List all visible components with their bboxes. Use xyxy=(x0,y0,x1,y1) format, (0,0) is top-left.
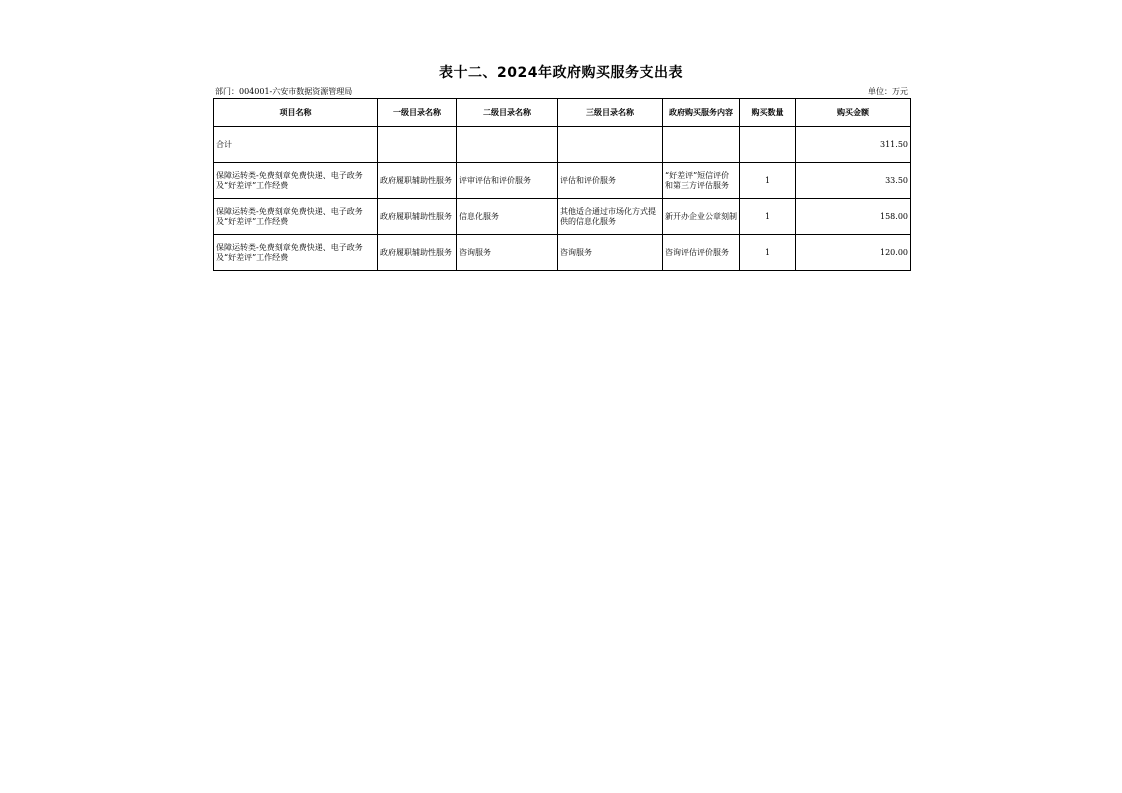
table-total-row xyxy=(214,127,911,163)
unit-label: 单位：万元 xyxy=(868,87,908,96)
table-row xyxy=(214,199,911,235)
header-quantity: 购买数量 xyxy=(740,99,796,127)
purchase-service-table xyxy=(213,98,911,271)
cell-level2: 咨询服务 xyxy=(457,235,558,271)
cell-project: 保障运转类-免费刻章免费快递、电子政务及“好差评”工作经费 xyxy=(214,235,378,271)
table-header-row xyxy=(214,99,911,127)
cell-level1: 政府履职辅助性服务 xyxy=(378,163,457,199)
table-row xyxy=(214,163,911,199)
header-content: 政府购买服务内容 xyxy=(663,99,740,127)
header-level2: 二级目录名称 xyxy=(457,99,558,127)
header-level3: 三级目录名称 xyxy=(558,99,663,127)
total-amount: 311.50 xyxy=(796,127,911,163)
cell-level3: 咨询服务 xyxy=(558,235,663,271)
cell-amount: 120.00 xyxy=(796,235,911,271)
table-row xyxy=(214,235,911,271)
total-quantity xyxy=(740,127,796,163)
total-level2 xyxy=(457,127,558,163)
total-level3 xyxy=(558,127,663,163)
cell-amount: 158.00 xyxy=(796,199,911,235)
total-content xyxy=(663,127,740,163)
cell-content: “好差评”短信评价和第三方评估服务 xyxy=(663,163,740,199)
department-label: 部门：004001-六安市数据资源管理局 xyxy=(215,87,353,96)
page-title: 表十二、2024年政府购买服务支出表 xyxy=(439,65,683,81)
total-label: 合计 xyxy=(214,127,378,163)
cell-quantity: 1 xyxy=(740,163,796,199)
cell-quantity: 1 xyxy=(740,235,796,271)
header-project-name: 项目名称 xyxy=(214,99,378,127)
header-level1: 一级目录名称 xyxy=(378,99,457,127)
cell-level1: 政府履职辅助性服务 xyxy=(378,199,457,235)
cell-level3: 评估和评价服务 xyxy=(558,163,663,199)
header-amount: 购买金额 xyxy=(796,99,911,127)
cell-project: 保障运转类-免费刻章免费快递、电子政务及“好差评”工作经费 xyxy=(214,199,378,235)
cell-level2: 信息化服务 xyxy=(457,199,558,235)
cell-amount: 33.50 xyxy=(796,163,911,199)
cell-quantity: 1 xyxy=(740,199,796,235)
cell-project: 保障运转类-免费刻章免费快递、电子政务及“好差评”工作经费 xyxy=(214,163,378,199)
cell-content: 新开办企业公章刻制 xyxy=(663,199,740,235)
cell-level2: 评审评估和评价服务 xyxy=(457,163,558,199)
cell-level3: 其他适合通过市场化方式提供的信息化服务 xyxy=(558,199,663,235)
cell-content: 咨询评估评价服务 xyxy=(663,235,740,271)
cell-level1: 政府履职辅助性服务 xyxy=(378,235,457,271)
total-level1 xyxy=(378,127,457,163)
